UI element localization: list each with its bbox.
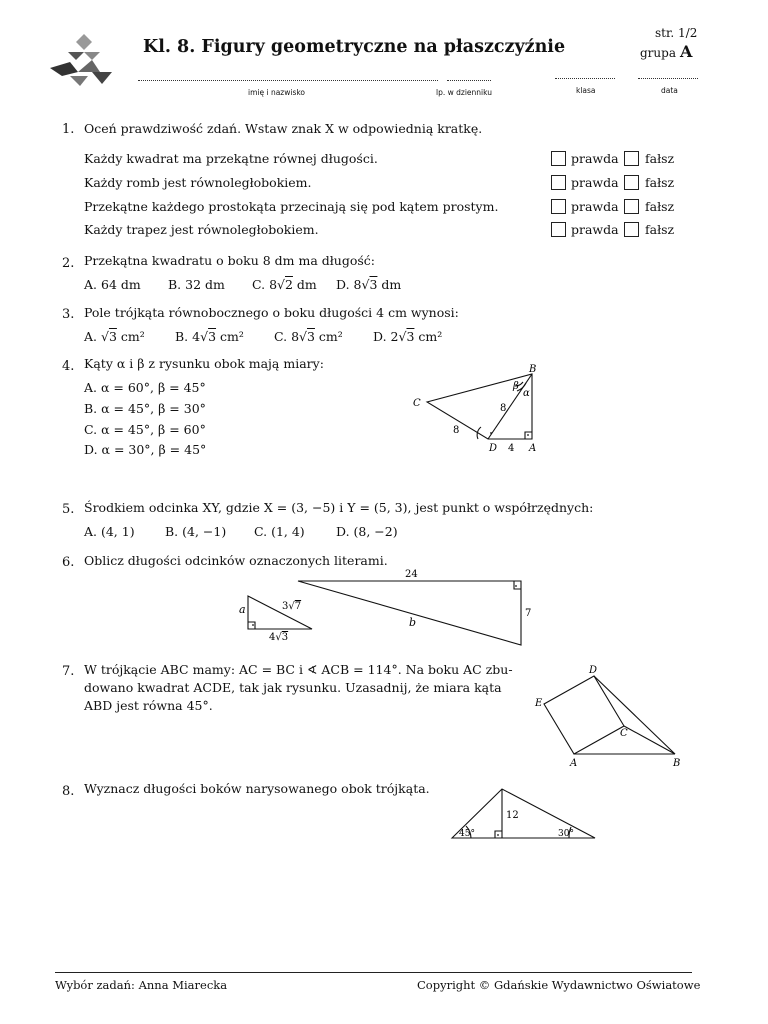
option-letter: D. xyxy=(373,329,387,344)
question-2-number: 2. xyxy=(62,256,75,271)
base-coefficient: 4 xyxy=(269,632,276,643)
q1-s4-false-checkbox[interactable] xyxy=(624,222,639,237)
q2-option-b[interactable] xyxy=(168,277,225,292)
q2-option-d[interactable]: D. 8√3 dm xyxy=(336,277,402,292)
question-4-text: Kąty α i β z rysunku obok mają miary: xyxy=(84,356,324,371)
footer-author: Wybór zadań: Anna Miarecka xyxy=(55,978,228,992)
label-b: b xyxy=(409,616,417,629)
question-7-line-3: ABD jest równa 45°. xyxy=(84,698,213,713)
question-3-text: Pole trójkąta równobocznego o boku długości 4 cm wynosi: xyxy=(84,305,459,320)
q1-s1-false-checkbox[interactable] xyxy=(624,151,639,166)
q1-statement: Każdy trapez jest równoległobokiem. xyxy=(84,222,319,237)
option-coefficient: 8 xyxy=(353,277,362,292)
group-value: A xyxy=(679,42,693,61)
option-unit: dm xyxy=(292,277,317,292)
base-radicand: 3 xyxy=(281,632,289,643)
label-left-angle: 45° xyxy=(459,829,475,839)
q1-false-label: fałsz xyxy=(645,199,675,214)
footer-divider xyxy=(55,972,692,973)
option-value: 32 dm xyxy=(185,277,225,292)
group-label: grupa xyxy=(640,46,676,60)
q6-triangles-figure xyxy=(232,565,542,647)
q2-option-a[interactable] xyxy=(84,277,141,292)
label-height: 12 xyxy=(506,810,519,821)
option-coefficient: 2 xyxy=(390,329,399,344)
class-field-label: klasa xyxy=(576,86,596,95)
q3-option-d[interactable]: D. 2√3 cm² xyxy=(373,329,443,344)
option-letter: B. xyxy=(175,329,189,344)
name-field[interactable] xyxy=(138,80,438,81)
q3-option-a[interactable]: A. √3 cm² xyxy=(84,329,145,344)
label-right-angle: 30° xyxy=(558,829,574,839)
q1-false-label: fałsz xyxy=(645,222,675,237)
class-field[interactable] xyxy=(555,78,615,79)
label-base: 4√3 xyxy=(269,632,289,643)
q1-s2-false-checkbox[interactable] xyxy=(624,175,639,190)
question-1-text: Oceń prawdziwość zdań. Wstaw znak X w odpowiednią kratkę. xyxy=(84,121,483,136)
q1-true-label: prawda xyxy=(571,199,619,214)
question-1-number: 1. xyxy=(62,122,75,137)
label-d: D xyxy=(489,443,498,454)
question-7-line-1: W trójkącie ABC mamy: AC = BC i ∢ ACB = 114°. Na boku AC zbu- xyxy=(84,662,513,677)
label-b: B xyxy=(529,364,537,375)
option-coefficient: 8 xyxy=(269,277,278,292)
hyp-coefficient: 3 xyxy=(282,601,289,612)
option-letter: A. xyxy=(84,329,98,344)
label-b: B xyxy=(673,758,681,769)
option-radicand: 3 xyxy=(406,329,415,344)
label-a: a xyxy=(239,603,246,616)
option-radicand: 2 xyxy=(285,277,293,292)
label-alpha: α xyxy=(523,388,530,399)
option-coefficient: 4 xyxy=(192,329,201,344)
page-title: Kl. 8. Figury geometryczne na płaszczyźnie xyxy=(143,37,566,57)
number-field-label: lp. w dzienniku xyxy=(436,88,492,97)
label-a: A xyxy=(529,443,537,454)
q1-s4-true-checkbox[interactable] xyxy=(551,222,566,237)
date-field[interactable] xyxy=(638,78,698,79)
label-c: C xyxy=(413,398,421,409)
q1-s1-true-checkbox[interactable] xyxy=(551,151,566,166)
q1-false-label: fałsz xyxy=(645,151,675,166)
option-unit: cm² xyxy=(116,329,145,344)
option-radicand: 3 xyxy=(108,329,117,344)
question-3-number: 3. xyxy=(62,307,75,322)
question-2-text: Przekątna kwadratu o boku 8 dm ma długość: xyxy=(84,253,376,268)
label-d: D xyxy=(589,665,598,676)
q5-option-b[interactable]: B. (4, −1) xyxy=(165,524,227,539)
q4-option-c[interactable]: C. α = 45°, β = 60° xyxy=(84,422,206,437)
q3-option-b[interactable]: B. 4√3 cm² xyxy=(175,329,244,344)
label-hyp: 3√7 xyxy=(282,601,302,612)
option-letter: A. xyxy=(84,277,98,292)
q3-option-c[interactable]: C. 8√3 cm² xyxy=(274,329,343,344)
label-len-cd: 8 xyxy=(453,425,460,436)
q5-option-c[interactable]: C. (1, 4) xyxy=(254,524,305,539)
number-field[interactable] xyxy=(447,80,491,81)
option-value: 64 dm xyxy=(101,277,141,292)
question-8-text: Wyznacz długości boków narysowanego obok trójkąta. xyxy=(84,781,430,796)
question-5-text: Środkiem odcinka XY, gdzie X = (3, −5) i Y = (5, 3), jest punkt o współrzędnych: xyxy=(84,500,594,515)
q1-s3-true-checkbox[interactable] xyxy=(551,199,566,214)
option-coefficient: 8 xyxy=(291,329,300,344)
q7-square-triangle-figure xyxy=(530,662,690,770)
q1-s3-false-checkbox[interactable] xyxy=(624,199,639,214)
q1-true-label: prawda xyxy=(571,151,619,166)
q1-true-label: prawda xyxy=(571,175,619,190)
date-field-label: data xyxy=(661,86,678,95)
q1-statement: Przekątne każdego prostokąta przecinają się pod kątem prostym. xyxy=(84,199,499,214)
option-letter: D. xyxy=(336,277,350,292)
label-len-da: 4 xyxy=(508,443,515,454)
q4-triangle-figure xyxy=(405,360,550,457)
question-6-number: 6. xyxy=(62,555,75,570)
q4-option-b[interactable]: B. α = 45°, β = 30° xyxy=(84,401,206,416)
q1-s2-true-checkbox[interactable] xyxy=(551,175,566,190)
q8-triangle-figure xyxy=(445,785,600,843)
option-unit: cm² xyxy=(414,329,443,344)
question-7-number: 7. xyxy=(62,664,75,679)
question-5-number: 5. xyxy=(62,502,75,517)
option-radicand: 3 xyxy=(307,329,315,344)
q1-false-label: fałsz xyxy=(645,175,675,190)
label-a: A xyxy=(570,758,578,769)
question-6-text: Oblicz długości odcinków oznaczonych literami. xyxy=(84,553,388,568)
q4-option-d[interactable]: D. α = 30°, β = 45° xyxy=(84,442,207,457)
question-4-number: 4. xyxy=(62,359,75,374)
q2-option-c[interactable]: C. 8√2 dm xyxy=(252,277,317,292)
hyp-radicand: 7 xyxy=(294,601,302,612)
option-letter: B. xyxy=(168,277,182,292)
q1-statement: Każdy romb jest równoległobokiem. xyxy=(84,175,312,190)
q5-option-a[interactable]: A. (4, 1) xyxy=(84,524,135,539)
label-e: E xyxy=(535,698,543,709)
option-radicand: 3 xyxy=(369,277,378,292)
label-beta: β xyxy=(513,381,519,392)
option-radicand: 3 xyxy=(208,329,217,344)
q5-option-d[interactable]: D. (8, −2) xyxy=(336,524,398,539)
page-number: str. 1/2 xyxy=(655,26,698,40)
option-unit: cm² xyxy=(314,329,343,344)
label-top: 24 xyxy=(405,569,418,580)
option-letter: C. xyxy=(274,329,288,344)
name-field-label: imię i nazwisko xyxy=(248,88,306,97)
option-letter: C. xyxy=(252,277,266,292)
option-unit: dm xyxy=(377,277,402,292)
label-right: 7 xyxy=(525,608,532,619)
question-7-line-2: dowano kwadrat ACDE, tak jak rysunku. Uzasadnij, że miara kąta xyxy=(84,680,502,695)
q4-option-a[interactable]: A. α = 60°, β = 45° xyxy=(84,380,206,395)
footer-copyright: Copyright © Gdańskie Wydawnictwo Oświatowe xyxy=(417,978,701,992)
q1-statement: Każdy kwadrat ma przekątne równej długości. xyxy=(84,151,378,166)
publisher-logo xyxy=(48,32,114,88)
label-len-bd: 8 xyxy=(500,403,507,414)
question-8-number: 8. xyxy=(62,784,75,799)
label-c: C xyxy=(620,728,628,739)
q1-true-label: prawda xyxy=(571,222,619,237)
option-unit: cm² xyxy=(216,329,244,344)
group-indicator xyxy=(640,42,692,61)
